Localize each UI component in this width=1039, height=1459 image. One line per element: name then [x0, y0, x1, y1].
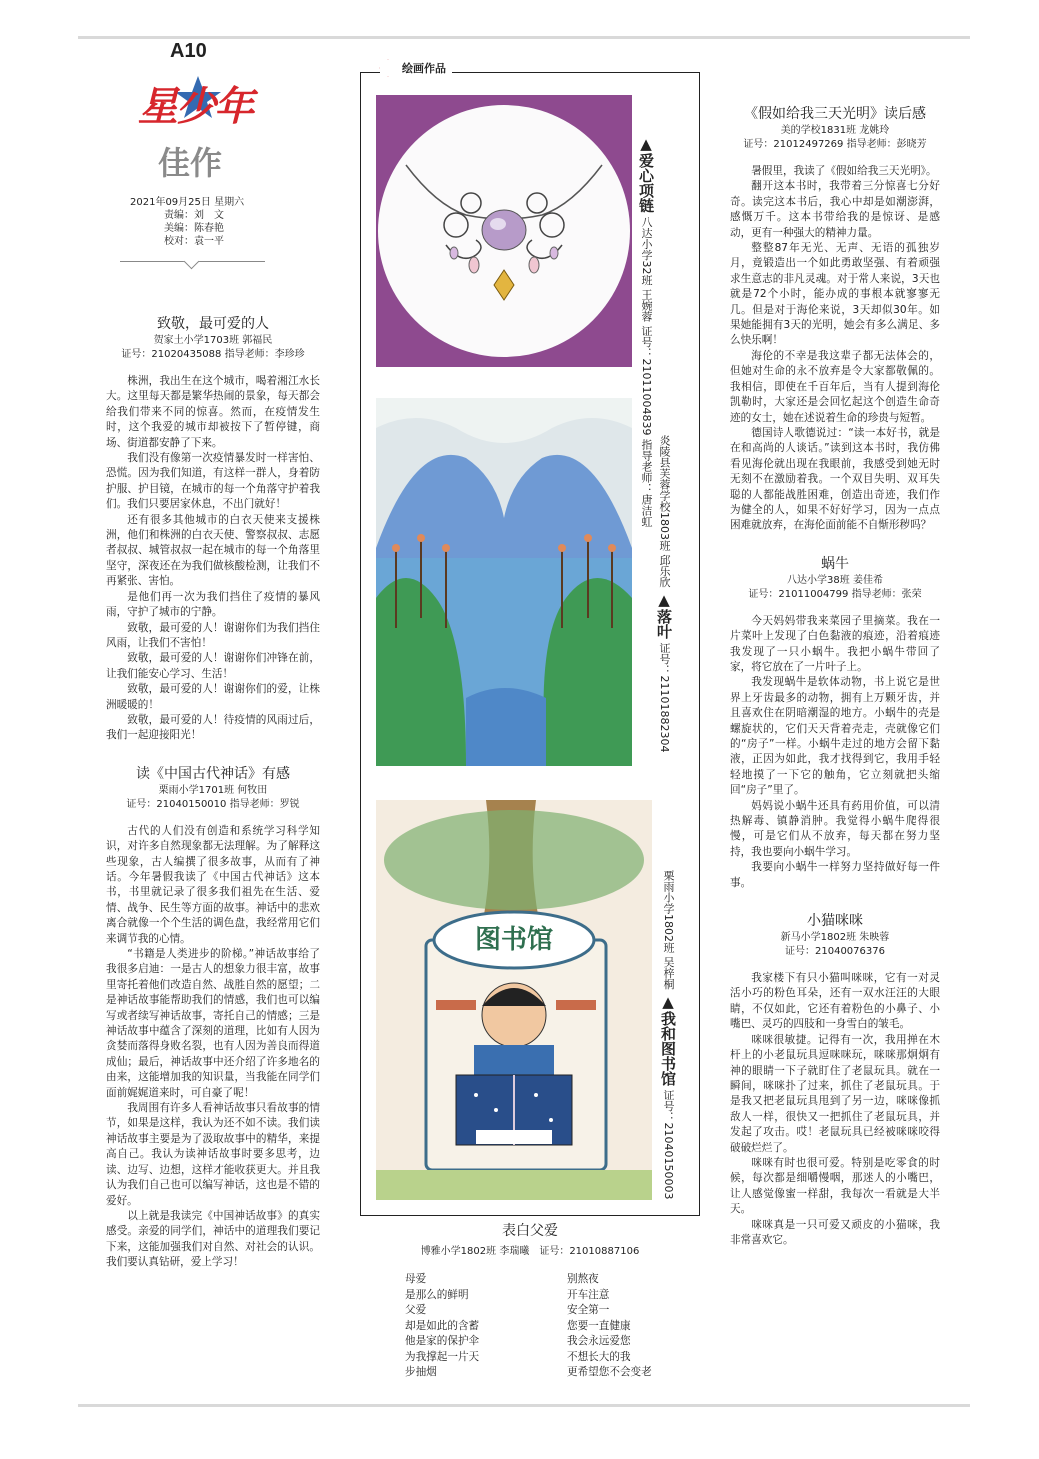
painting-falling-leaves [376, 398, 632, 766]
paragraph: 海伦的不幸是我这辈子都无法体会的，但她对生命的永不放弃是令大家都敬佩的。我相信，即使在千百年后，当有人提到海伦凯勒时，大家还是会回忆起这个创造生命奇迹的女士，她在述说着生命的珍贵与短暂。 [730, 349, 940, 424]
paragraph: 整整87年无光、无声、无语的孤独岁月，竟锻造出一个如此勇敢坚强、有着顽强求生意志的非凡灵魂。对于常人来说，3天也就是72个小时，能办成的事根本就寥寥无几。但是对于海伦来说，3天却似30年。如果她能拥有3天的光明，她会有多么满足、多么快乐啊！ [730, 242, 940, 347]
poem-line: 是那么的鲜明 [405, 1288, 469, 1301]
paragraph: 我发现蜗牛是软体动物，书上说它是世界上牙齿最多的动物，拥有上万颗牙齿，并且喜欢住在阴暗潮湿的地方。小蜗牛的壳是螺旋状的，它们天天背着壳走，壳就像它们的“房子”一样。小蜗牛走过的地方会留下黏液，正因为如此，我才找得到它，我用手轻轻地摸了一下它的触角，它立刻就把头缩回“房子”里了。 [730, 676, 940, 797]
page-number: A10 [170, 40, 207, 62]
paragraph: 以上就是我读完《中国神话故事》的真实感受。亲爱的同学们，神话中的道理我们要记下来，这能加强我们对自然、对社会的认识。我们要认真钻研，爱上学习！ [106, 1209, 320, 1269]
paragraph: 是他们再一次为我们挡住了疫情的暴风雨，守护了城市的宁静。 [106, 590, 320, 619]
article-cert: 证号：21040076376 [785, 946, 885, 958]
poem-left [405, 1272, 479, 1381]
paragraph: 咪咪有时也很可爱。特别是吃零食的时候，每次都是细嚼慢咽，那迷人的小嘴巴，让人感觉像蜜一样甜，我每次一看就是大半天。 [730, 1156, 940, 1216]
poem-line: 他是家的保护伞 [405, 1335, 480, 1347]
caption-library [660, 870, 676, 1199]
paragraph: 致敬，最可爱的人！谢谢你们的爱，让株洲暖暖的！ [106, 683, 320, 711]
poem-line: 开车注意 [567, 1288, 610, 1301]
caption-cert: 证号：21011004839 指导老师：唐洁虹 [640, 325, 653, 527]
bottom-rule [78, 1404, 970, 1407]
proofreader: 校对：袁一平 [164, 236, 224, 247]
caption-title: ▲落叶 [655, 591, 673, 639]
paragraph: 我周围有许多人看神话故事只看故事的情节，如果是这样，我认为还不如不读。我们读神话故事主要是为了汲取故事中的精华，来提高自己。我认为读神话故事时要多思考，边读、边写、边想，这样才能收获更大。并且我认为我们自己也可以编写神话，这也是不错的爱好。 [106, 1102, 320, 1207]
column-left [106, 310, 320, 1271]
caption-cert: 证号：21040150003 [662, 1089, 675, 1200]
paragraph: 翻开这本书时，我带着三分惊喜七分好奇。读完这本书后，我心中却是如潮澎湃，感慨万千。这本书带给我的是惊讶、是感动，更有一种强大的精神力量。 [730, 180, 940, 239]
paragraph: 还有很多其他城市的白衣天使来支援株洲，他们和株洲的白衣天使、警察叔叔、志愿者叔叔、城管叔叔一起在城市的每一个角落里坚守，深夜还在为我们做核酸检测，让我们不再紧张、害怕。 [106, 513, 320, 588]
paragraph: 德国诗人歌德说过：“读一本好书，就是在和高尚的人谈话。”读到这本书时，我仿佛看见海伦就出现在我眼前，我感受到她无时无刻不在激励着我。一个双目失明、双耳失聪的人都能战胜困难，创造出奇迹，我们作为健全的人，如果不好好学习，因为一点点困难就放弃，在海伦面前能不自惭形秽吗？ [730, 426, 940, 532]
paragraph: 古代的人们没有创造和系统学习科学知识，对许多自然现象都无法理解。为了解释这些现象，古人编撰了很多故事，从而有了神话。今年暑假我读了《中国古代神话》这本书，书里就记录了很多我们祖先在生活、爱情、战争、民生等方面的故事。神话中的悲欢离合就像一个个生活的调色盘，我经常用它们来调节我的心情。 [106, 824, 320, 945]
column-right [730, 100, 940, 1248]
caption-necklace [638, 135, 654, 527]
painting-necklace [376, 95, 632, 367]
paintings-label: 绘画作品 [380, 60, 452, 76]
poem-line: 您要一直健康 [567, 1319, 631, 1332]
section-title: 佳作 [158, 144, 223, 182]
caption-cert: 证号：21101882304 [658, 642, 671, 753]
caption-author: 栗雨小学1802班 吴梓桐 [662, 870, 675, 990]
article-title: 致敬，最可爱的人 [157, 316, 269, 332]
painting-library [376, 800, 652, 1200]
caption-falling-leaves [656, 435, 672, 752]
library-sign: 图书馆 [474, 925, 554, 955]
poem-line: 为我撑起一片天 [405, 1350, 480, 1363]
paragraph: “书籍是人类进步的阶梯。”神话故事给了我很多启迪：一是古人的想象力很丰富，故事里寄托着他们改造自然、战胜自然的愿望；二是神话故事能帮助我们的情感，我们也可以编写或者续写神话故事，寄托自己的情感；三是神话故事中蕴含了深刻的道理，比如有人因为贪婪而落得身败名裂，也有人因为善良而得道成仙；最后，神话故事中还介绍了许多地名的由来，这能增加我的知识量，当我能在同学们面前娓娓道来时，可自豪了呢！ [106, 948, 320, 1099]
paragraph: 暑假里，我读了《假如给我三天光明》。 [751, 165, 937, 177]
article-cert: 证号：21012497269 指导老师：彭晓芳 [743, 139, 927, 150]
article-author: 新马小学1802班 朱映蓉 [780, 932, 890, 944]
article-cert: 证号：21020435088 指导老师：李珍珍 [121, 349, 305, 360]
paragraph: 咪咪真是一只可爱又顽皮的小猫咪，我非常喜欢它。 [730, 1218, 940, 1246]
paragraph: 株洲，我出生在这个城市，喝着湘江水长大。这里每天都是繁华热闹的景象，每天都会给我们带来不同的惊喜。然而，在疫情发生时，这个我爱的城市却被按下了暂停键，商场、街道都安静了下来。 [106, 375, 320, 449]
paragraph: 致敬，最可爱的人！待疫情的风雨过后，我们一起迎接阳光！ [106, 713, 320, 742]
paragraph: 今天妈妈带我来菜园子里摘菜。我在一片菜叶上发现了白色黏液的痕迹，沿着痕迹我发现了一只小蜗牛。我把小蜗牛带回了家，将它放在了一片叶子上。 [730, 614, 940, 673]
paragraph: 致敬，最可爱的人！谢谢你们冲锋在前，让我们能安心学习、生活！ [106, 652, 320, 680]
poem-line: 安全第一 [567, 1304, 610, 1316]
poem-title: 表白父爱 [502, 1223, 558, 1239]
poem-right [567, 1272, 652, 1381]
article-author: 栗雨小学1701班 何牧田 [158, 784, 268, 796]
caption-author: 八达小学32班 王婉蓉 [640, 216, 653, 322]
caption-author: 炎陵县芙蓉学校1803班 邱乐欣 [658, 435, 671, 588]
article-title: 蜗牛 [821, 555, 849, 572]
issue-date: 2021年09月25日 星期六 [130, 197, 245, 208]
paragraph: 咪咪很敏捷。记得有一次，我用掸在木杆上的小老鼠玩具逗咪咪玩，咪咪那炯炯有神的眼睛一下子就盯住了老鼠玩具。就在一瞬间，咪咪扑了过来，抓住了老鼠玩具。于是我又把老鼠玩具甩到了另一边，咪咪像抓敌人一样，很快又一把抓住了老鼠玩具，并发起了攻击。哎！老鼠玩具已经被咪咪咬得破破烂烂了。 [730, 1033, 940, 1154]
logo-text: 星少年 [138, 84, 252, 130]
article-author: 八达小学38班 姜佳希 [787, 574, 883, 586]
caption-title: ▲爱心项链 [637, 135, 655, 213]
editor: 责编：刘 文 [164, 210, 224, 221]
paragraph: 我家楼下有只小猫叫咪咪，它有一对灵活小巧的粉色耳朵，还有一双水汪汪的大眼睛，不仅如此，它还有着粉色的小鼻子、小嘴巴、灵巧的四肢和一身雪白的皱毛。 [730, 972, 940, 1031]
issue-meta [130, 196, 244, 248]
paragraph: 妈妈说小蜗牛还具有药用价值，可以清热解毒、镇静消肿。我觉得小蜗牛爬得很慢，可是它们从不放弃，每天都在努力坚持，我也要向小蜗牛学习。 [730, 799, 940, 858]
poem-author: 博雅小学1802班 李瑞曦 证号：21010887106 [420, 1246, 640, 1257]
article-author: 美的学校1831班 龙姚玲 [780, 125, 890, 136]
article-title: 小猫咪咪 [807, 913, 863, 930]
top-rule [78, 36, 970, 39]
poem-line: 我会永远爱您 [567, 1335, 631, 1347]
article-title: 《假如给我三天光明》读后感 [744, 106, 926, 122]
poem-line: 却是如此的含蓄 [405, 1319, 480, 1332]
article-cert: 证号：21040150010 指导老师：罗锐 [126, 798, 300, 810]
poem-line: 母爱 [405, 1273, 427, 1285]
designer: 美编：陈春艳 [164, 223, 224, 234]
poem-line: 更希望您不会变老 [567, 1366, 652, 1378]
article-author: 贺家土小学1703班 郭福民 [153, 335, 273, 346]
paragraph: 我们没有像第一次疫情暴发时一样害怕、恐慌。因为我们知道，有这样一群人，身着防护服、护目镜，在城市的每一个角落守护着我们。我们只要居家休息，不出门就好！ [106, 452, 320, 511]
poem-line: 不想长大的我 [567, 1350, 631, 1363]
caption-title: ▲我和图书馆 [659, 993, 677, 1086]
poem-line: 父爱 [405, 1304, 427, 1316]
article-title: 读《中国古代神话》有感 [136, 765, 290, 782]
article-cert: 证号：21011004799 指导老师：张荣 [748, 588, 922, 600]
poem-line: 别熬夜 [567, 1273, 599, 1285]
paragraph: 致敬，最可爱的人！谢谢你们为我们挡住风雨，让我们不害怕！ [106, 621, 320, 649]
poem-line: 步抽烟 [405, 1366, 437, 1378]
paragraph: 我要向小蜗牛一样努力坚持做好每一件事。 [730, 861, 940, 889]
